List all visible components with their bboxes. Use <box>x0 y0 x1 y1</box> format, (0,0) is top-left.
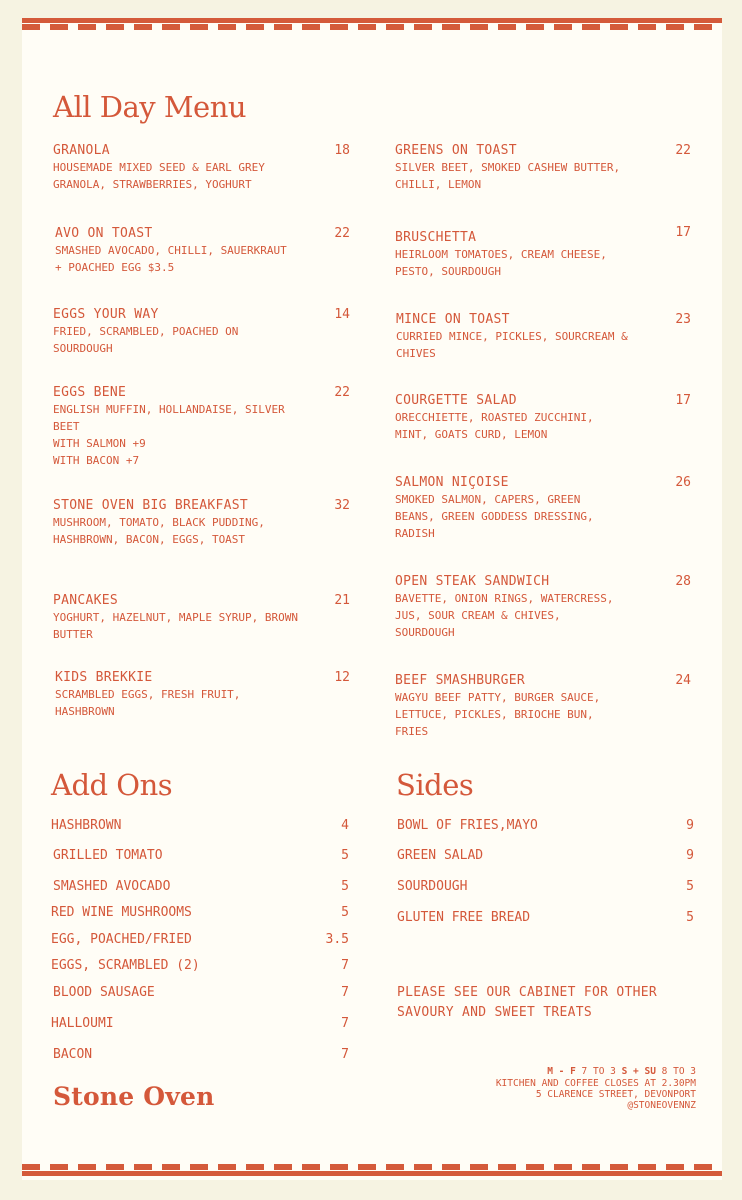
item-price: 17 <box>675 393 691 408</box>
addon-price: 5 <box>341 905 349 920</box>
hours-weekend: 8 TO 3 <box>661 1066 696 1077</box>
item-desc: ORECCHIETTE, ROASTED ZUCCHINI, MINT, GOATS CURD, LEMON <box>395 411 594 441</box>
menu-item-bruschetta <box>395 230 607 280</box>
menu-item-greens-on-toast <box>395 143 620 193</box>
item-name: AVO ON TOAST <box>55 226 153 241</box>
instagram-handle: @STONEOVENNZ <box>627 1100 696 1111</box>
addon-price: 7 <box>341 1016 349 1031</box>
item-name: EGGS YOUR WAY <box>53 307 159 322</box>
item-price: 32 <box>334 498 350 513</box>
item-name: SALMON NIÇOISE <box>395 475 509 490</box>
menu-item-open-steak-sandwich <box>395 574 614 641</box>
sides-heading: Sides <box>396 768 474 802</box>
item-desc: MUSHROOM, TOMATO, BLACK PUDDING, HASHBROWN, BACON, EGGS, TOAST <box>53 516 265 546</box>
item-price: 26 <box>675 475 691 490</box>
hours-weekend-label: S + SU <box>621 1066 656 1077</box>
addon-name: GRILLED TOMATO <box>53 848 163 863</box>
side-name: SOURDOUGH <box>397 879 468 894</box>
addon-price: 7 <box>341 985 349 1000</box>
menu-item-beef-smashburger <box>395 673 600 740</box>
item-desc: SILVER BEET, SMOKED CASHEW BUTTER, CHILLI, LEMON <box>395 161 621 191</box>
side-price: 9 <box>686 818 694 833</box>
item-price: 14 <box>334 307 350 322</box>
item-desc: SCRAMBLED EGGS, FRESH FRUIT, HASHBROWN <box>55 688 241 718</box>
hours-weekday: 7 TO 3 <box>581 1066 616 1077</box>
addon-name: SMASHED AVOCADO <box>53 879 171 894</box>
item-desc: WAGYU BEEF PATTY, BURGER SAUCE, LETTUCE, PICKLES, BRIOCHE BUN, FRIES <box>395 691 601 738</box>
side-price: 9 <box>686 848 694 863</box>
item-price: 22 <box>334 385 350 400</box>
item-desc: HOUSEMADE MIXED SEED & EARL GREY GRANOLA, STRAWBERRIES, YOGHURT <box>53 161 265 191</box>
item-name: COURGETTE SALAD <box>395 393 517 408</box>
menu-item-salmon-nicoise <box>395 475 594 542</box>
item-desc: FRIED, SCRAMBLED, POACHED ON SOURDOUGH <box>53 325 239 355</box>
addon-price: 5 <box>341 848 349 863</box>
addon-price: 3.5 <box>325 932 349 947</box>
opening-hours <box>420 1066 696 1077</box>
addon-name: EGG, POACHED/FRIED <box>51 932 192 947</box>
menu-item-pancakes <box>53 593 298 643</box>
menu-item-granola <box>53 143 265 193</box>
addons-heading: Add Ons <box>51 768 173 802</box>
item-price: 22 <box>675 143 691 158</box>
side-name: BOWL OF FRIES,MAYO <box>397 818 538 833</box>
addon-name: HALLOUMI <box>51 1016 114 1031</box>
item-name: EGGS BENE <box>53 385 127 400</box>
menu-item-courgette-salad <box>395 393 594 443</box>
item-name: BEEF SMASHBURGER <box>395 673 526 688</box>
side-price: 5 <box>686 910 694 925</box>
item-name: OPEN STEAK SANDWICH <box>395 574 550 589</box>
item-name: PANCAKES <box>53 593 119 608</box>
addon-name: BACON <box>53 1047 93 1062</box>
menu-item-big-breakfast <box>53 498 265 548</box>
item-price: 23 <box>675 312 691 327</box>
addon-name: RED WINE MUSHROOMS <box>51 905 192 920</box>
item-desc: SMASHED AVOCADO, CHILLI, SAUERKRAUT + POACHED EGG $3.5 <box>55 244 287 274</box>
side-price: 5 <box>686 879 694 894</box>
closing-time: KITCHEN AND COFFEE CLOSES AT 2.30PM <box>495 1078 696 1089</box>
item-price: 12 <box>334 670 350 685</box>
addon-price: 4 <box>341 818 349 833</box>
addon-price: 7 <box>341 958 349 973</box>
item-desc: BAVETTE, ONION RINGS, WATERCRESS, JUS, SOUR CREAM & CHIVES, SOURDOUGH <box>395 592 614 639</box>
addon-price: 7 <box>341 1047 349 1062</box>
item-name: GRANOLA <box>53 143 110 158</box>
menu-item-eggs-your-way <box>53 307 238 357</box>
addon-name: BLOOD SAUSAGE <box>53 985 155 1000</box>
brand-logo: Stone Oven <box>53 1082 215 1111</box>
item-name: STONE OVEN BIG BREAKFAST <box>53 498 249 513</box>
item-price: 28 <box>675 574 691 589</box>
side-name: GREEN SALAD <box>397 848 484 863</box>
item-name: BRUSCHETTA <box>395 230 477 245</box>
item-desc: ENGLISH MUFFIN, HOLLANDAISE, SILVER BEET WITH SALMON +9 WITH BACON +7 <box>53 403 285 467</box>
menu-item-avo-on-toast <box>55 226 287 276</box>
menu-title: All Day Menu <box>53 90 247 124</box>
item-price: 18 <box>334 143 350 158</box>
item-name: GREENS ON TOAST <box>395 143 517 158</box>
item-desc: YOGHURT, HAZELNUT, MAPLE SYRUP, BROWN BUTTER <box>53 611 299 641</box>
cabinet-note: PLEASE SEE OUR CABINET FOR OTHER SAVOURY AND SWEET TREATS <box>397 985 658 1020</box>
item-desc: CURRIED MINCE, PICKLES, SOURCREAM & CHIVES <box>396 330 628 360</box>
addon-price: 5 <box>341 879 349 894</box>
item-name: MINCE ON TOAST <box>396 312 510 327</box>
checkered-border-bottom <box>22 1164 722 1176</box>
address: 5 CLARENCE STREET, DEVONPORT <box>535 1089 696 1100</box>
menu-item-mince-on-toast <box>396 312 628 362</box>
hours-weekday-label: M - F <box>547 1066 576 1077</box>
item-price: 22 <box>334 226 350 241</box>
menu-item-eggs-bene <box>53 385 285 469</box>
item-price: 24 <box>675 673 691 688</box>
menu-item-kids-brekkie <box>55 670 240 720</box>
item-desc: HEIRLOOM TOMATOES, CREAM CHEESE, PESTO, SOURDOUGH <box>395 248 607 278</box>
addon-name: HASHBROWN <box>51 818 122 833</box>
item-price: 17 <box>675 225 691 240</box>
checkered-border-top <box>22 18 722 30</box>
side-name: GLUTEN FREE BREAD <box>397 910 531 925</box>
addon-name: EGGS, SCRAMBLED (2) <box>51 958 200 973</box>
item-desc: SMOKED SALMON, CAPERS, GREEN BEANS, GREEN GODDESS DRESSING, RADISH <box>395 493 594 540</box>
item-price: 21 <box>334 593 350 608</box>
item-name: KIDS BREKKIE <box>55 670 153 685</box>
